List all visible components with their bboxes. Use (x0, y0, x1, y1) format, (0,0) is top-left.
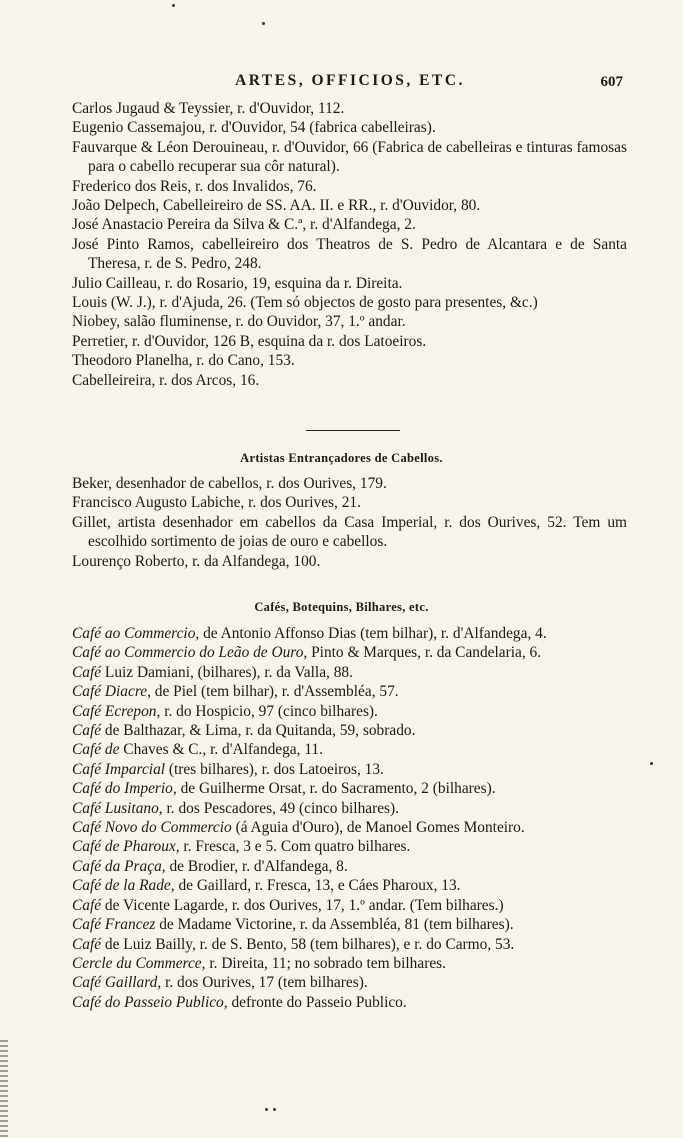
print-speck (265, 1108, 268, 1111)
list-item (72, 876, 627, 895)
entry-rest: de Gaillard, r. Fresca, 13, e Cáes Pharoux, 13. (174, 877, 461, 895)
section-hair-artists (72, 474, 627, 571)
list-item: Theodoro Planelha, r. do Cano, 153. (72, 352, 295, 370)
print-speck (172, 4, 175, 7)
list-item: Frederico dos Reis, r. dos Invalidos, 76. (72, 177, 317, 195)
entry-rest: r. do Hospicio, 97 (cinco bilhares). (160, 702, 378, 720)
entry-lead: Café Gaillard, (72, 974, 162, 992)
entry-rest: de Luiz Bailly, r. de S. Bento, 58 (tem bilhares), e r. do Carmo, 53. (101, 935, 515, 953)
entry-lead: Café (72, 935, 102, 953)
section-cafes (72, 624, 627, 1012)
entry-lead: Café Imparcial (72, 760, 166, 778)
entry-lead: Café ao Commercio do Leão de Ouro, (72, 644, 308, 662)
entry-lead: Café (72, 663, 102, 681)
entry-lead: Café de (72, 741, 120, 759)
entry-rest: de Antonio Affonso Dias (tem bilhar), r. d'Alfandega, 4. (199, 625, 547, 642)
entry-lead: Café do Passeio Publico, (72, 993, 228, 1011)
entry-lead: Café Francez (72, 916, 156, 934)
entry-rest: de Guilherme Orsat, r. do Sacramento, 2 (bilhares). (176, 780, 496, 798)
list-item: Perretier, r. d'Ouvidor, 126 B, esquina da r. dos Latoeiros. (72, 332, 427, 350)
list-item (72, 702, 627, 721)
entry-rest: de Madame Victorine, r. da Assembléa, 81 (tem bilhares). (155, 916, 514, 934)
running-title: ARTES, OFFICIOS, ETC. (235, 72, 465, 89)
entry-rest: defronte do Passeio Publico. (227, 993, 407, 1011)
entry-rest: r. Fresca, 3 e 5. Com quatro bilhares. (179, 838, 411, 856)
entry-rest: de Balthazar, & Lima, r. da Quitanda, 59, sobrado. (101, 722, 416, 740)
list-item (72, 837, 627, 856)
binding-edge (0, 1040, 8, 1138)
entry-lead: Café de la Rade, (72, 877, 175, 895)
list-item (72, 973, 627, 992)
list-item (72, 721, 627, 740)
entry-rest: de Brodier, r. d'Alfandega, 8. (165, 857, 348, 875)
list-item (72, 624, 627, 643)
page-number: 607 (600, 74, 623, 90)
entry-rest: de Piel (tem bilhar), r. d'Assembléa, 57. (150, 683, 399, 701)
list-item: Gillet, artista desenhador em cabellos da Casa Imperial, r. dos Ourives, 52. Tem um escolhido sortimento de joias de ouro e cabellos. (72, 513, 627, 551)
entry-rest: Luiz Damiani, (bilhares), r. da Valla, 88. (101, 663, 353, 681)
entry-lead: Café do Imperio, (72, 780, 177, 798)
entry-lead: Café Lusitano, (72, 799, 163, 817)
entry-rest: r. dos Ourives, 17 (tem bilhares). (161, 974, 368, 992)
list-item (72, 915, 627, 934)
list-item: Fauvarque & Léon Derouineau, r. d'Ouvidor, 66 (Fabrica de cabelleiras e tinturas famosas para o cabello recuperar sua côr natural). (72, 138, 627, 176)
entry-lead: Café Ecrepon, (72, 702, 161, 720)
entry-rest: r. Direita, 11; no sobrado tem bilhares. (205, 954, 446, 972)
print-speck (273, 1108, 276, 1111)
list-item: Louis (W. J.), r. d'Ajuda, 26. (Tem só objectos de gosto para presentes, &c.) (72, 294, 538, 312)
list-item (72, 818, 627, 837)
list-item (72, 857, 627, 876)
entry-lead: Café (72, 896, 102, 914)
list-item: Niobey, salão fluminense, r. do Ouvidor, 37, 1.º andar. (72, 313, 406, 331)
list-item: João Delpech, Cabelleireiro de SS. AA. II. e RR., r. d'Ouvidor, 80. (72, 197, 481, 215)
entry-rest: de Vicente Lagarde, r. dos Ourives, 17, 1.º andar. (Tem bilhares.) (101, 896, 504, 914)
list-item (72, 740, 627, 759)
list-item (72, 935, 627, 954)
list-item (72, 663, 627, 682)
list-item (72, 993, 627, 1012)
list-item: Carlos Jugaud & Teyssier, r. d'Ouvidor, 112. (72, 100, 345, 117)
entry-lead: Café ao Commercio, (72, 625, 200, 642)
section-heading-cafes: Cafés, Botequins, Bilhares, etc. (254, 600, 429, 614)
entry-lead: Café Diacre, (72, 683, 151, 701)
section-heading-hair-artists: Artistas Entrançadores de Cabellos. (240, 451, 443, 465)
entry-rest: r. dos Pescadores, 49 (cinco bilhares). (162, 799, 400, 817)
entry-rest: (tres bilhares), r. dos Latoeiros, 13. (165, 760, 384, 778)
list-item (72, 643, 627, 662)
list-item: Cabelleireira, r. dos Arcos, 16. (72, 371, 260, 389)
list-item (72, 799, 627, 818)
list-item: José Anastacio Pereira da Silva & C.ª, r. d'Alfandega, 2. (72, 216, 416, 234)
entry-rest: (á Aguia d'Ouro), de Manoel Gomes Monteiro. (231, 819, 525, 837)
entry-lead: Café da Praça, (72, 857, 166, 875)
list-item: Eugenio Cassemajou, r. d'Ouvidor, 54 (fabrica cabelleiras). (72, 119, 436, 137)
entry-lead: Café Novo do Commercio (72, 819, 232, 837)
section-divider (306, 430, 400, 431)
entry-lead: Cercle du Commerce, (72, 954, 206, 972)
list-item: Lourenço Roberto, r. da Alfandega, 100. (72, 552, 321, 570)
print-speck (650, 762, 653, 765)
print-speck (262, 22, 265, 25)
page-header (0, 72, 683, 96)
list-item (72, 896, 627, 915)
list-item (72, 954, 627, 973)
list-item: José Pinto Ramos, cabelleireiro dos Theatros de S. Pedro de Alcantara e de Santa Theresa, r. de S. Pedro, 248. (72, 235, 627, 273)
entry-lead: Café de Pharoux, (72, 838, 180, 856)
list-item: Francisco Augusto Labiche, r. dos Ourives, 21. (72, 494, 361, 512)
list-item: Julio Cailleau, r. do Rosario, 19, esquina da r. Direita. (72, 274, 403, 292)
list-item (72, 682, 627, 701)
list-item (72, 779, 627, 798)
list-item (72, 760, 627, 779)
section-hairdressers (72, 99, 627, 390)
list-item: Beker, desenhador de cabellos, r. dos Ourives, 179. (72, 475, 387, 492)
entry-rest: Chaves & C., r. d'Alfandega, 11. (119, 741, 323, 759)
entry-lead: Café (72, 722, 102, 740)
entry-rest: Pinto & Marques, r. da Candelaria, 6. (307, 644, 542, 662)
